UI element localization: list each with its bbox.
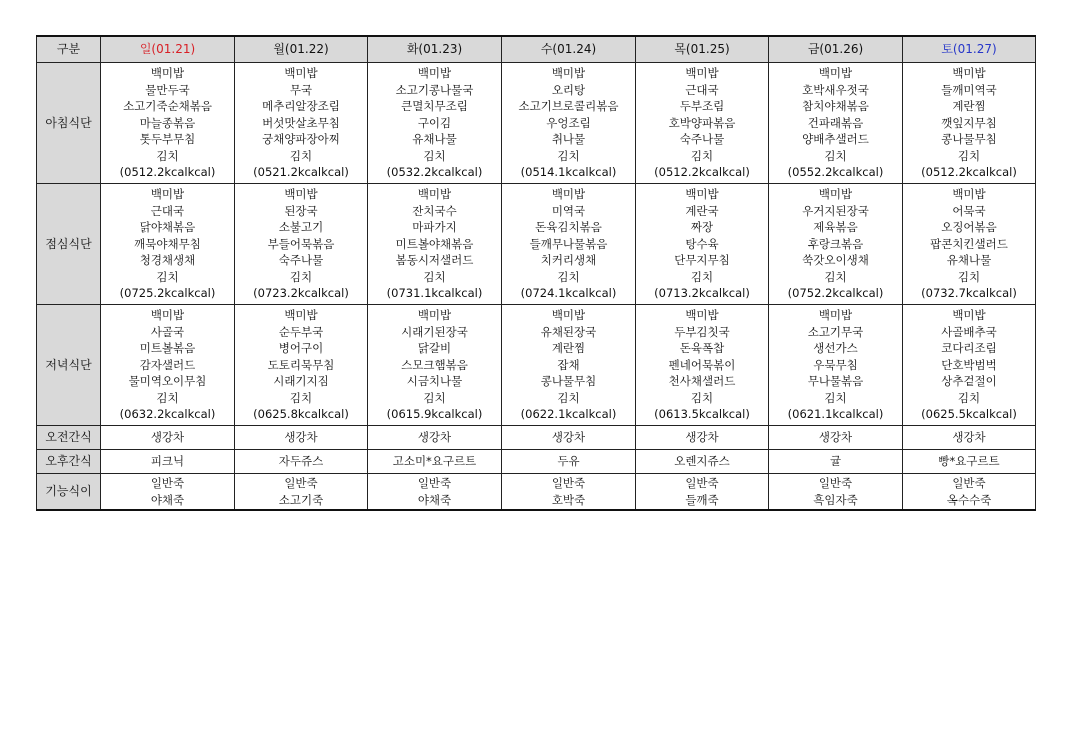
menu-item: 사골배추국 (941, 324, 997, 339)
menu-item: 들깨미역국 (941, 82, 997, 97)
menu-cell (101, 305, 235, 426)
calorie-text: (0512.2kcalkcal) (654, 165, 750, 180)
porridge-item: 일반죽 (685, 475, 719, 490)
menu-item: 콩나물무침 (540, 374, 597, 389)
menu-item: 김치 (690, 269, 714, 284)
day-header-tuesday: 화(01.23) (368, 36, 502, 63)
menu-item: 참치야채볶음 (802, 99, 869, 114)
menu-item: 두부조림 (679, 99, 725, 114)
menu-item: 숙주나물 (278, 253, 324, 268)
menu-item: 미역국 (551, 203, 586, 218)
menu-item: 우엉조림 (546, 115, 591, 130)
menu-item: 백미밥 (551, 65, 586, 80)
day-header-thursday: 목(01.25) (636, 36, 769, 63)
calorie-text: (0512.2kcalkcal) (921, 165, 1017, 180)
menu-item: 상추겉절이 (941, 374, 997, 389)
menu-item: 김치 (557, 148, 580, 163)
day-header-friday: 금(01.26) (769, 36, 903, 63)
menu-item: 오리탕 (551, 82, 586, 97)
menu-item: 무국 (289, 82, 313, 97)
calorie-text: (0723.2kcalkcal) (253, 286, 349, 301)
menu-cell (636, 305, 769, 426)
calorie-text: (0625.5kcalkcal) (921, 407, 1017, 422)
porridge-item: 야채죽 (417, 492, 452, 507)
menu-item: 돈육폭찹 (679, 341, 725, 356)
menu-item: 단호박범벅 (941, 357, 997, 372)
menu-item: 미트볼야채볶음 (395, 236, 474, 251)
menu-cell (235, 63, 368, 184)
meal-row (37, 63, 1036, 184)
calorie-text: (0613.5kcalkcal) (654, 407, 750, 422)
menu-item: 백미밥 (150, 186, 185, 201)
menu-item: 미트볼볶음 (139, 341, 196, 356)
menu-item: 어묵국 (952, 203, 986, 218)
menu-item: 잡채 (557, 357, 580, 372)
menu-item: 백미밥 (952, 186, 986, 201)
functional-diet-cell (502, 474, 636, 511)
menu-item: 소고기무국 (807, 324, 864, 339)
snack-cell: 오렌지쥬스 (636, 450, 769, 474)
menu-item: 소불고기 (278, 220, 324, 235)
menu-cell (235, 184, 368, 305)
day-header-saturday: 토(01.27) (903, 36, 1036, 63)
snack-cell: 생강차 (368, 426, 502, 450)
menu-cell (636, 63, 769, 184)
calorie-text: (0725.2kcalkcal) (119, 286, 216, 301)
menu-item: 김치 (557, 269, 580, 284)
menu-cell (502, 184, 636, 305)
menu-item: 펜네어묵볶이 (668, 357, 736, 372)
menu-item: 백미밥 (284, 186, 318, 201)
menu-cell (769, 63, 903, 184)
category-header: 구분 (37, 36, 101, 63)
functional-diet-cell (235, 474, 368, 511)
menu-item: 치커리생채 (540, 253, 597, 268)
menu-item: 계란국 (685, 203, 719, 218)
porridge-item: 일반죽 (284, 475, 318, 490)
menu-cell (502, 63, 636, 184)
menu-cell (903, 184, 1036, 305)
snack-cell: 두유 (502, 450, 636, 474)
snack-cell: 피크닉 (101, 450, 235, 474)
menu-item: 백미밥 (818, 65, 853, 80)
header-row (37, 36, 1036, 63)
weekly-menu-table (36, 35, 1036, 511)
calorie-text: (0514.1kcalkcal) (520, 165, 617, 180)
menu-item: 들깨무나물볶음 (529, 236, 608, 251)
menu-item: 백미밥 (818, 186, 853, 201)
menu-item: 쑥갓오이생채 (802, 253, 869, 268)
menu-item: 물만두국 (145, 82, 190, 97)
menu-item: 청경채생채 (139, 253, 196, 268)
calorie-text: (0615.9kcalkcal) (386, 407, 483, 422)
calorie-text: (0521.2kcalkcal) (253, 165, 349, 180)
snack-row (37, 450, 1036, 474)
menu-item: 백미밥 (685, 65, 719, 80)
menu-item: 천사채샐러드 (668, 374, 736, 389)
snack-label: 오전간식 (37, 426, 101, 450)
menu-item: 소고기죽순채볶음 (123, 99, 212, 114)
menu-cell (235, 305, 368, 426)
menu-item: 김치 (824, 390, 847, 405)
menu-item: 시래기된장국 (401, 324, 468, 339)
menu-item: 김치 (690, 390, 714, 405)
menu-item: 백미밥 (150, 65, 185, 80)
menu-item: 양배추샐러드 (802, 132, 869, 147)
calorie-text: (0622.1kcalkcal) (520, 407, 617, 422)
porridge-item: 일반죽 (417, 475, 452, 490)
menu-item: 김치 (289, 269, 313, 284)
menu-item: 사골국 (150, 324, 185, 339)
menu-item: 팝콘치킨샐러드 (930, 236, 1008, 251)
menu-item: 콩나물무침 (941, 132, 997, 147)
menu-cell (368, 305, 502, 426)
menu-item: 숙주나물 (679, 132, 725, 147)
menu-item: 짜장 (690, 220, 714, 235)
menu-item: 김치 (289, 390, 313, 405)
functional-diet-cell (636, 474, 769, 511)
snack-cell: 생강차 (903, 426, 1036, 450)
snack-cell: 생강차 (636, 426, 769, 450)
menu-item: 유채된장국 (540, 324, 597, 339)
snack-cell: 생강차 (502, 426, 636, 450)
calorie-text: (0552.2kcalkcal) (787, 165, 884, 180)
calorie-text: (0732.7kcalkcal) (921, 286, 1017, 301)
menu-item: 소고기브로콜리볶음 (518, 99, 619, 114)
menu-item: 물미역오이무침 (128, 374, 207, 389)
menu-item: 취나물 (551, 132, 586, 147)
menu-item: 김치 (423, 269, 446, 284)
snack-cell: 생강차 (769, 426, 903, 450)
menu-item: 김치 (289, 148, 313, 163)
day-header-monday: 월(01.22) (235, 36, 368, 63)
menu-item: 김치 (156, 390, 179, 405)
porridge-item: 일반죽 (551, 475, 586, 490)
calorie-text: (0731.1kcalkcal) (386, 286, 483, 301)
menu-item: 김치 (824, 148, 847, 163)
menu-item: 잔치국수 (412, 203, 457, 218)
menu-item: 계란찜 (551, 341, 586, 356)
menu-item: 백미밥 (284, 65, 318, 80)
menu-item: 백미밥 (551, 186, 586, 201)
calorie-text: (0724.1kcalkcal) (520, 286, 617, 301)
menu-item: 오징어볶음 (941, 220, 997, 235)
menu-item: 백미밥 (551, 307, 586, 322)
meal-row (37, 184, 1036, 305)
menu-item: 큰멸치무조림 (401, 99, 468, 114)
menu-item: 마늘종볶음 (139, 115, 196, 130)
menu-item: 코다리조림 (941, 341, 997, 356)
menu-item: 단무지무침 (674, 253, 730, 268)
functional-diet-cell (903, 474, 1036, 511)
calorie-text: (0532.2kcalkcal) (386, 165, 483, 180)
calorie-text: (0713.2kcalkcal) (654, 286, 750, 301)
menu-cell (636, 184, 769, 305)
menu-item: 감자샐러드 (139, 357, 196, 372)
menu-item: 마파가지 (412, 220, 457, 235)
menu-item: 후랑크볶음 (807, 236, 864, 251)
menu-item: 시래기지짐 (273, 374, 329, 389)
snack-cell: 자두쥬스 (235, 450, 368, 474)
menu-item: 김치 (557, 390, 580, 405)
day-header-sunday: 일(01.21) (101, 36, 235, 63)
menu-cell (368, 184, 502, 305)
menu-item: 제육볶음 (813, 220, 858, 235)
functional-diet-cell (368, 474, 502, 511)
menu-item: 백미밥 (417, 65, 452, 80)
snack-cell: 귤 (769, 450, 903, 474)
menu-item: 백미밥 (952, 65, 986, 80)
functional-diet-label: 기능식이 (37, 474, 101, 511)
menu-item: 김치 (957, 390, 981, 405)
functional-diet-cell (769, 474, 903, 511)
menu-item: 깨묵야채무침 (134, 236, 201, 251)
menu-item: 구이김 (417, 115, 452, 130)
menu-item: 닭야채볶음 (139, 220, 196, 235)
porridge-item: 흑임자죽 (813, 492, 858, 507)
menu-cell (502, 305, 636, 426)
menu-item: 닭갈비 (417, 341, 452, 356)
meal-label: 저녁식단 (37, 305, 101, 426)
porridge-item: 옥수수죽 (946, 492, 992, 507)
menu-body (37, 63, 1036, 511)
menu-item: 김치 (156, 148, 179, 163)
menu-item: 근대국 (150, 203, 185, 218)
functional-diet-cell (101, 474, 235, 511)
menu-item: 순두부국 (278, 324, 324, 339)
porridge-item: 일반죽 (952, 475, 986, 490)
porridge-item: 호박죽 (551, 492, 586, 507)
menu-item: 부들어묵볶음 (267, 236, 335, 251)
menu-item: 무나물볶음 (807, 374, 864, 389)
meal-label: 아침식단 (37, 63, 101, 184)
snack-cell: 고소미*요구르트 (368, 450, 502, 474)
menu-item: 생선가스 (813, 341, 858, 356)
menu-item: 백미밥 (818, 307, 853, 322)
menu-item: 도토리묵무침 (267, 357, 335, 372)
menu-item: 김치 (824, 269, 847, 284)
menu-cell (368, 63, 502, 184)
menu-item: 우묵무침 (813, 357, 858, 372)
calorie-text: (0632.2kcalkcal) (119, 407, 216, 422)
menu-cell (769, 184, 903, 305)
menu-item: 병어구이 (278, 341, 324, 356)
menu-item: 돈육김치볶음 (535, 220, 602, 235)
snack-label: 오후간식 (37, 450, 101, 474)
menu-item: 호박양파볶음 (668, 115, 736, 130)
porridge-item: 들깨죽 (685, 492, 719, 507)
menu-item: 백미밥 (150, 307, 185, 322)
menu-item: 근대국 (685, 82, 719, 97)
menu-item: 백미밥 (685, 186, 719, 201)
menu-item: 된장국 (284, 203, 318, 218)
menu-item: 버섯맛살초무침 (262, 115, 340, 130)
menu-item: 깻잎지무침 (941, 115, 997, 130)
porridge-item: 일반죽 (818, 475, 853, 490)
menu-item: 건파래볶음 (807, 115, 864, 130)
menu-item: 김치 (690, 148, 714, 163)
menu-item: 백미밥 (284, 307, 318, 322)
menu-item: 김치 (957, 269, 981, 284)
snack-cell: 생강차 (101, 426, 235, 450)
menu-item: 김치 (156, 269, 179, 284)
meal-row (37, 305, 1036, 426)
snack-cell: 생강차 (235, 426, 368, 450)
menu-item: 백미밥 (417, 307, 452, 322)
menu-cell (769, 305, 903, 426)
menu-item: 스모크햄볶음 (401, 357, 468, 372)
menu-item: 시금치나물 (406, 374, 463, 389)
menu-item: 메추리알장조림 (262, 99, 340, 114)
porridge-item: 일반죽 (150, 475, 185, 490)
menu-item: 백미밥 (417, 186, 452, 201)
menu-item: 톳두부무침 (139, 132, 196, 147)
menu-cell (903, 63, 1036, 184)
snack-row (37, 426, 1036, 450)
calorie-text: (0752.2kcalkcal) (787, 286, 884, 301)
menu-item: 우거지된장국 (802, 203, 869, 218)
menu-item: 김치 (423, 390, 446, 405)
snack-cell: 빵*요구르트 (903, 450, 1036, 474)
menu-item: 호박새우젓국 (802, 82, 869, 97)
menu-item: 소고기콩나물국 (395, 82, 474, 97)
menu-item: 봄동시저샐러드 (395, 253, 474, 268)
menu-item: 계란찜 (952, 99, 986, 114)
porridge-item: 소고기죽 (278, 492, 324, 507)
menu-item: 김치 (423, 148, 446, 163)
menu-cell (903, 305, 1036, 426)
menu-item: 궁채양파장아찌 (262, 132, 340, 147)
menu-item: 백미밥 (952, 307, 986, 322)
menu-cell (101, 63, 235, 184)
porridge-item: 야채죽 (150, 492, 185, 507)
menu-item: 탕수육 (685, 236, 719, 251)
day-header-wednesday: 수(01.24) (502, 36, 636, 63)
menu-item: 유채나물 (946, 253, 992, 268)
menu-item: 김치 (957, 148, 981, 163)
functional-diet-row (37, 474, 1036, 511)
menu-item: 유채나물 (412, 132, 457, 147)
menu-item: 두부김칫국 (674, 324, 730, 339)
menu-cell (101, 184, 235, 305)
calorie-text: (0625.8kcalkcal) (253, 407, 349, 422)
menu-item: 백미밥 (685, 307, 719, 322)
calorie-text: (0512.2kcalkcal) (119, 165, 216, 180)
calorie-text: (0621.1kcalkcal) (787, 407, 884, 422)
meal-label: 점심식단 (37, 184, 101, 305)
